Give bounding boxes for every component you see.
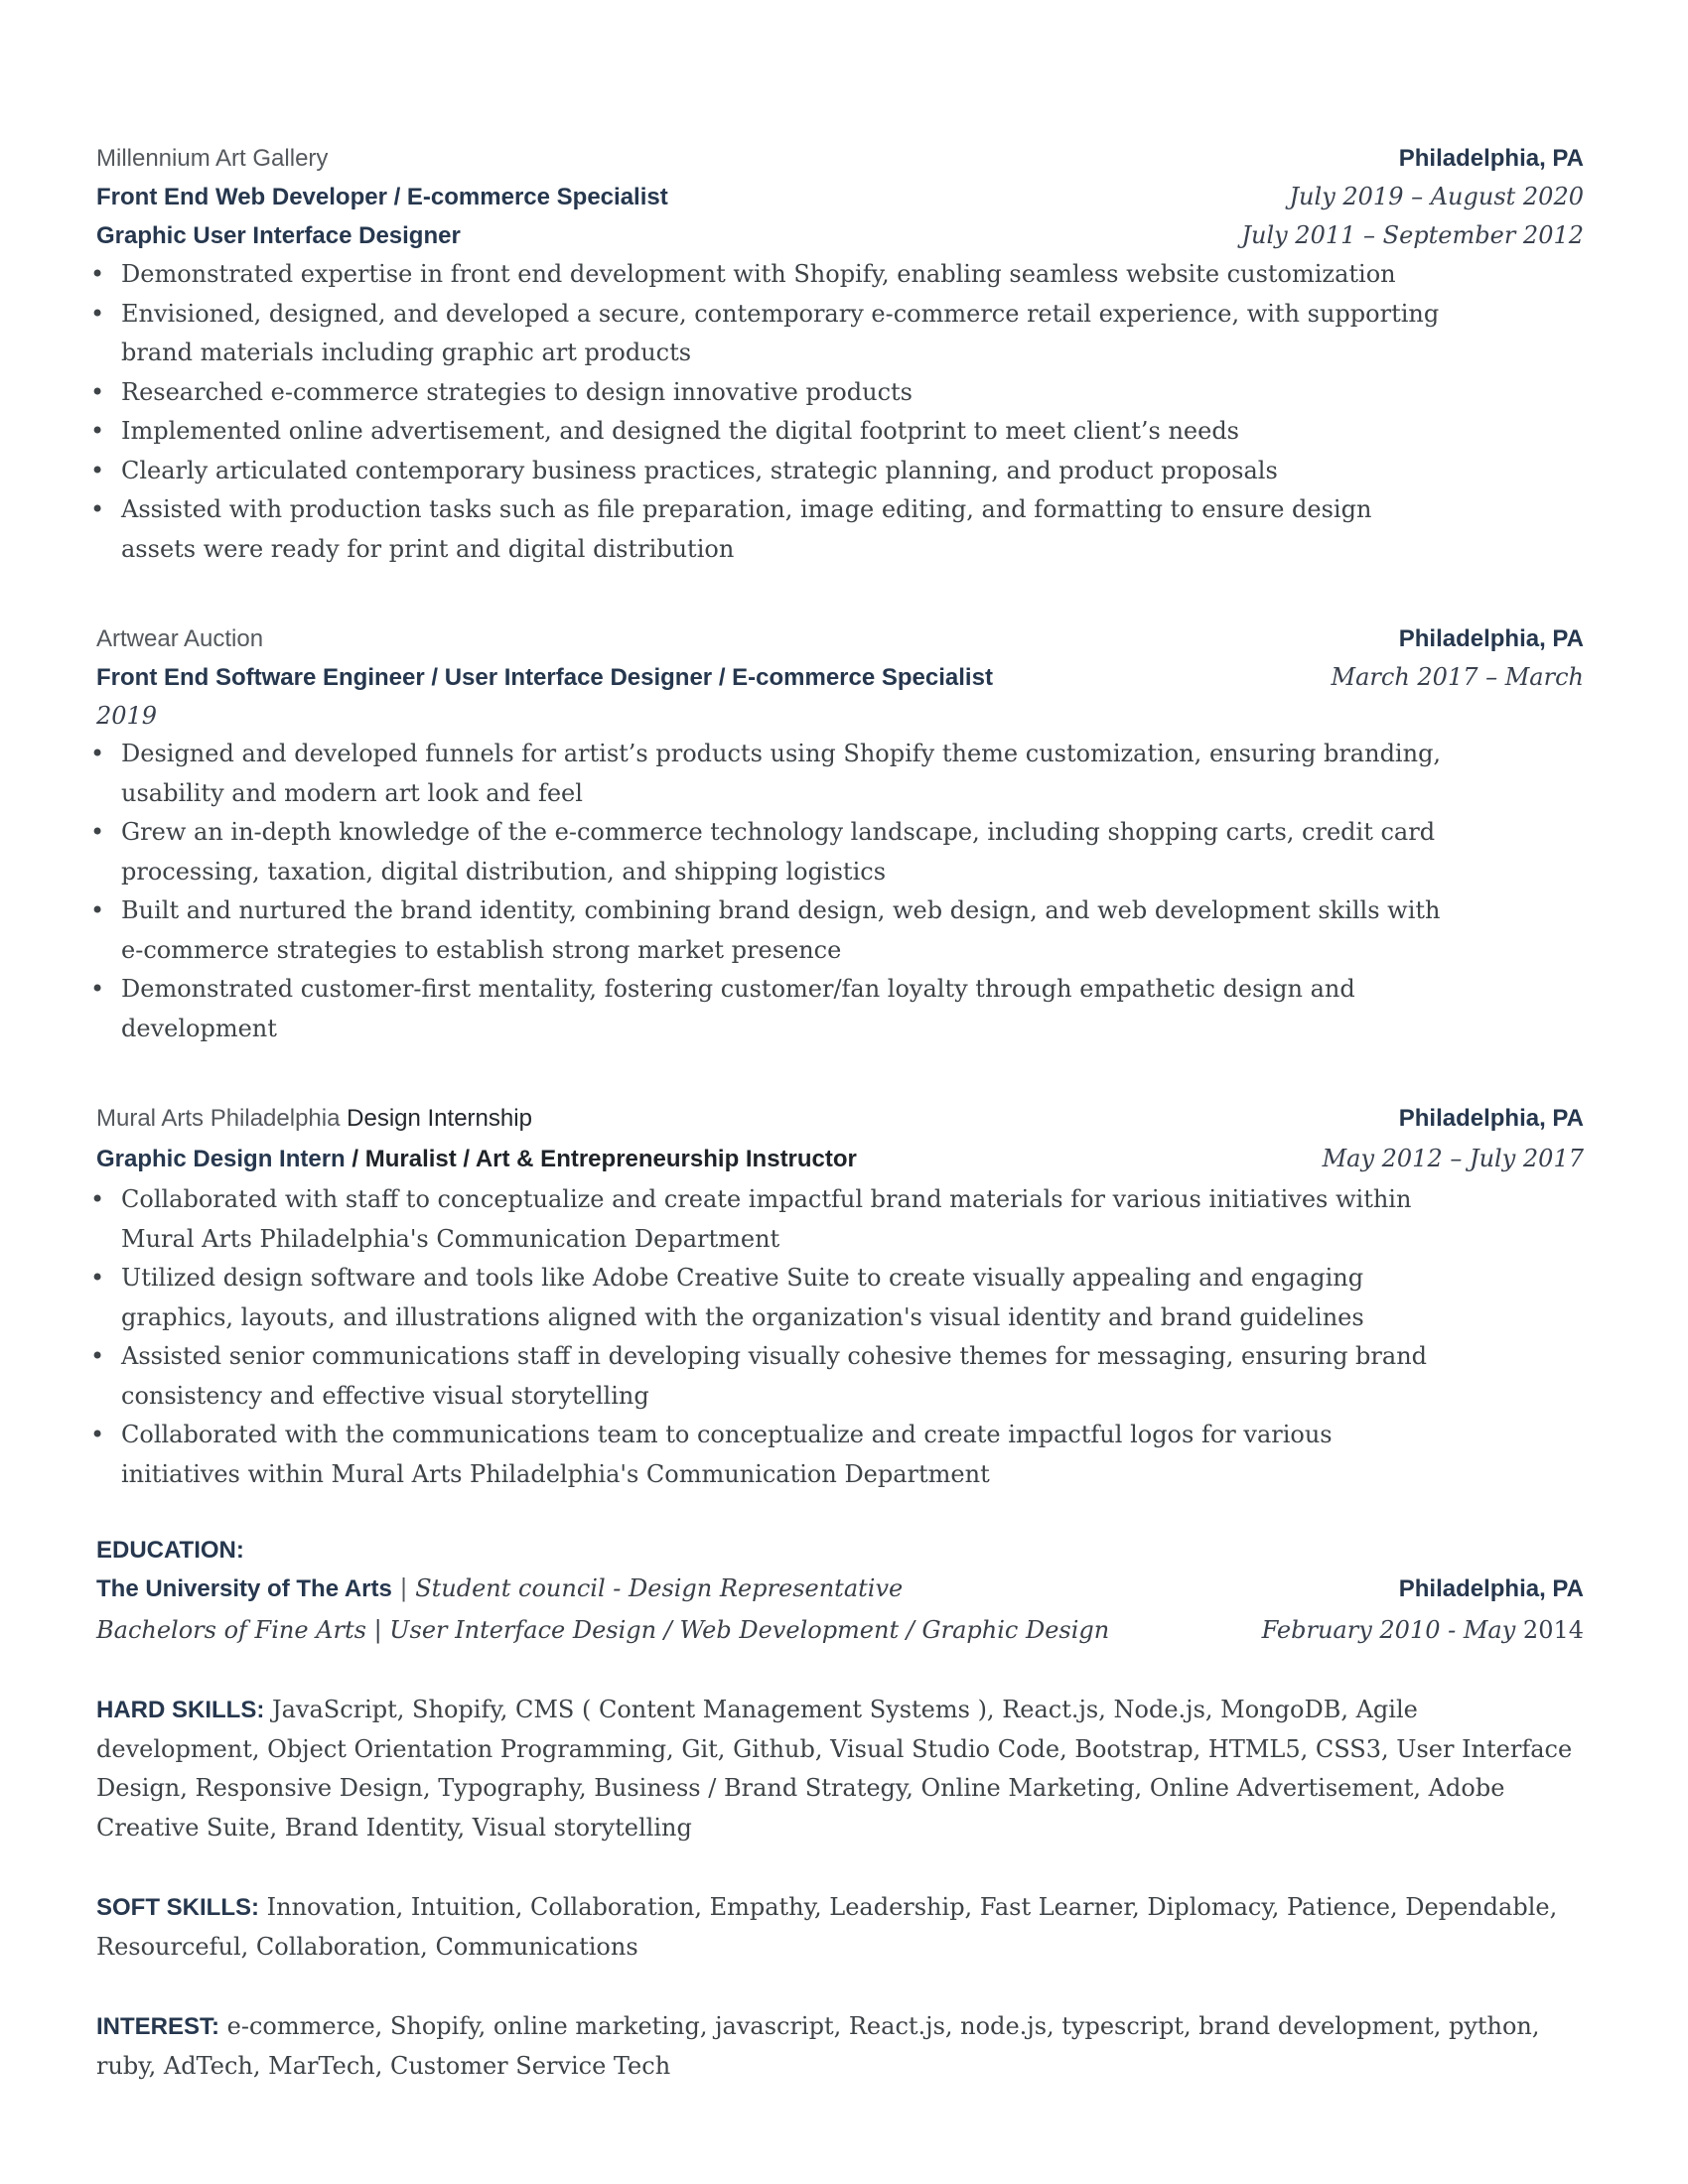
company-name-group [96, 1100, 532, 1140]
job-header-row [96, 1100, 1584, 1140]
job-header-row [96, 620, 1584, 658]
education-section [96, 1532, 1584, 1650]
soft-skills-text: Innovation, Intuition, Collaboration, Empathy, Leadership, Fast Learner, Diplomacy, Patience, Dependable, Resourceful, Collaboration, Communications [96, 1893, 1558, 1961]
education-dates-year: 2014 [1522, 1615, 1584, 1644]
job-section-artwear-auction [96, 620, 1584, 1048]
job-title-row [96, 1140, 1584, 1180]
education-school-row [96, 1570, 1584, 1611]
education-role: Student council - Design Representative [415, 1574, 904, 1602]
job-location: Philadelphia, PA [1398, 625, 1584, 652]
bullet-item: • Implemented online advertisement, and designed the digital footprint to meet client’s needs [96, 412, 1584, 452]
job-dates-overflow: 2019 [96, 702, 158, 730]
education-school: The University of The Arts [96, 1575, 392, 1602]
education-heading: EDUCATION: [96, 1537, 244, 1564]
education-school-group [96, 1570, 903, 1611]
interest-paragraph [96, 2007, 1584, 2086]
job-section-mural-arts-philadelphia [96, 1100, 1584, 1494]
hard-skills-text: JavaScript, Shopify, CMS ( Content Management Systems ), React.js, Node.js, MongoDB, Agile development, Object Orientation Programming, Git, Github, Visual Studio Code, Bootstrap, HTML5, CSS3, User Interface Design, Responsive Design, Typography, Business / Brand Strategy, Online Marketing, Online Advertisement, Adobe Creative Suite, Brand Identity, Visual storytelling [96, 1696, 1573, 1842]
job-dates: May 2012 – July 2017 [1322, 1145, 1584, 1172]
bullet-item: • Collaborated with the communications team to conceptualize and create impactful logos for various initiatives within Mural Arts Philadelphia's Communication Department [96, 1416, 1584, 1494]
education-degree: Bachelors of Fine Arts | User Interface Design / Web Development / Graphic Design [96, 1615, 1110, 1644]
job-title: Front End Web Developer / E-commerce Specialist [96, 184, 668, 210]
hard-skills-paragraph [96, 1691, 1584, 1847]
company-name: Mural Arts Philadelphia [96, 1105, 341, 1132]
job-title: Graphic User Interface Designer [96, 222, 461, 249]
job-location: Philadelphia, PA [1398, 145, 1584, 172]
company-name: Millennium Art Gallery [96, 145, 329, 172]
job-title-group [96, 1141, 857, 1180]
job-section-millennium-art-gallery [96, 140, 1584, 569]
job-bullet-list [96, 1180, 1584, 1494]
bullet-item: • Demonstrated expertise in front end development with Shopify, enabling seamless website customization [96, 255, 1584, 295]
education-dates [1262, 1611, 1584, 1649]
bullet-item: • Demonstrated customer-first mentality, fostering customer/fan loyalty through empathetic design and development [96, 970, 1584, 1048]
job-bullet-list [96, 255, 1584, 569]
job-title: Front End Software Engineer / User Interface Designer / E-commerce Specialist [96, 664, 993, 691]
bullet-item: • Assisted with production tasks such as file preparation, image editing, and formatting to ensure design assets were ready for print and digital distribution [96, 490, 1584, 569]
job-title-row [96, 658, 1584, 697]
bullet-item: • Grew an in-depth knowledge of the e-commerce technology landscape, including shopping carts, credit card processing, taxation, digital distribution, and shipping logistics [96, 813, 1584, 891]
job-dates: July 2011 – September 2012 [1241, 221, 1584, 249]
job-location: Philadelphia, PA [1398, 1105, 1584, 1132]
interest-text: e-commerce, Shopify, online marketing, javascript, React.js, node.js, typescript, brand development, python, ruby, AdTech, MarTech, Customer Service Tech [96, 2012, 1540, 2080]
job-dates: March 2017 – March [1331, 663, 1584, 691]
soft-skills-label: SOFT SKILLS: [96, 1894, 259, 1921]
job-dates: July 2019 – August 2020 [1289, 183, 1584, 210]
bullet-item: • Built and nurtured the brand identity, combining brand design, web design, and web development skills with e-commerce strategies to establish strong market presence [96, 891, 1584, 970]
education-separator: | [391, 1574, 416, 1602]
bullet-item: • Collaborated with staff to conceptualize and create impactful brand materials for various initiatives within Mural Arts Philadelphia's Communication Department [96, 1180, 1584, 1259]
company-name-suffix: Design Internship [340, 1105, 532, 1132]
soft-skills-paragraph [96, 1888, 1584, 1967]
bullet-item: • Researched e-commerce strategies to design innovative products [96, 373, 1584, 413]
job-title-row [96, 216, 1584, 255]
education-location: Philadelphia, PA [1398, 1575, 1584, 1602]
job-title-row [96, 178, 1584, 216]
bullet-item: • Assisted senior communications staff in developing visually cohesive themes for messaging, ensuring brand consistency and effective visual storytelling [96, 1337, 1584, 1416]
bullet-item: • Designed and developed funnels for artist’s products using Shopify theme customization, ensuring branding, usability and modern art look and feel [96, 735, 1584, 813]
job-header-row [96, 140, 1584, 178]
job-bullet-list [96, 735, 1584, 1048]
interest-label: INTEREST: [96, 2013, 220, 2040]
job-title: Graphic Design Intern [96, 1146, 346, 1172]
bullet-item: • Clearly articulated contemporary business practices, strategic planning, and product proposals [96, 452, 1584, 491]
bullet-item: • Utilized design software and tools like Adobe Creative Suite to create visually appealing and engaging graphics, layouts, and illustrations aligned with the organization's visual identity and brand guidelines [96, 1259, 1584, 1337]
job-title-secondary: / Muralist / Art & Entrepreneurship Instructor [345, 1146, 857, 1172]
hard-skills-label: HARD SKILLS: [96, 1697, 265, 1723]
bullet-item: • Envisioned, designed, and developed a secure, contemporary e-commerce retail experience, with supporting brand materials including graphic art products [96, 295, 1584, 373]
education-dates-italic: February 2010 - May [1261, 1615, 1523, 1644]
company-name: Artwear Auction [96, 625, 264, 652]
education-degree-row [96, 1611, 1584, 1651]
